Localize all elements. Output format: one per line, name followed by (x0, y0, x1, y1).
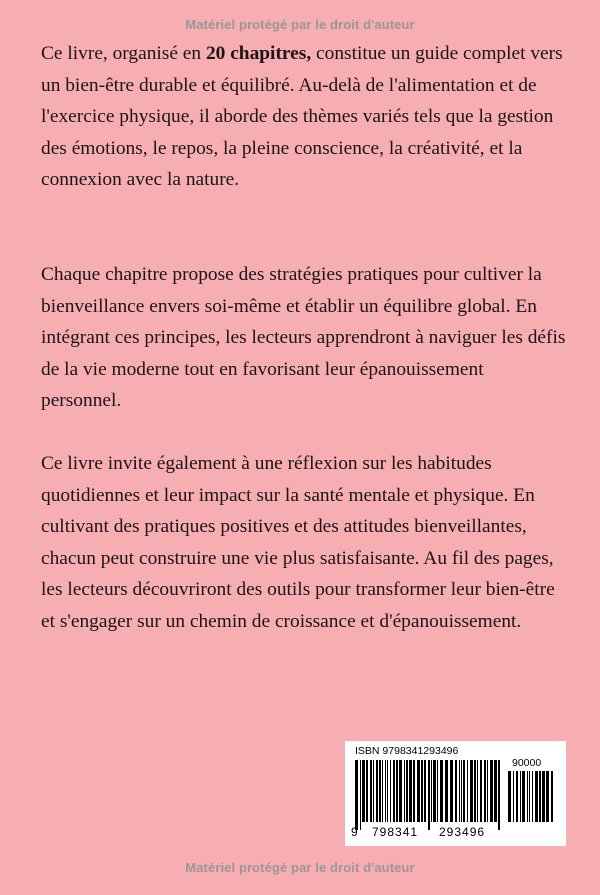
barcode-bar (542, 771, 545, 822)
barcode-bar (379, 760, 381, 822)
barcode-bar (390, 760, 391, 822)
barcode-bar (431, 760, 432, 822)
barcode-bar (382, 760, 383, 822)
barcode-digits-left: 798341 (372, 825, 419, 839)
barcode-bar (474, 760, 476, 822)
barcode-bar (487, 760, 488, 822)
chapter-count: 20 chapitres, (205, 43, 312, 64)
barcode-bar (484, 760, 486, 822)
paragraph-1-start: Ce livre, organisé en (41, 43, 206, 64)
barcode-bar (437, 760, 438, 822)
barcode-bar (522, 771, 525, 822)
barcode-bar (393, 760, 395, 822)
barcode-bar (428, 760, 430, 830)
barcode-bar (459, 760, 460, 822)
barcode-bar (463, 760, 465, 822)
barcode-bar (490, 760, 493, 822)
barcode-bar (516, 771, 518, 822)
barcode-bar (409, 760, 412, 822)
barcode-bar (396, 760, 398, 822)
barcode-bar (413, 760, 415, 822)
barcode-bar (470, 760, 473, 822)
barcode-bar (494, 760, 497, 822)
barcode-bar (421, 760, 423, 822)
barcode-bar (527, 771, 528, 822)
barcode-bar (480, 760, 482, 822)
isbn-barcode (345, 741, 566, 846)
barcode-digits-right: 293496 (439, 825, 486, 839)
paragraph-3: Ce livre invite également à une réflexion sur les habitudes quotidiennes et leur impact sur la santé mentale et physique. En cultivant des pratiques positives et des attitudes bienveillantes, chacun peut construire une vie plus satisfaisante. Au fil des pages, les lecteurs découvriront des outils pour transformer leur bien-être et s'engager sur un chemin de croissance et d'épanouissement. (41, 453, 555, 632)
barcode-bar (440, 760, 443, 822)
barcode-bar (455, 760, 457, 822)
barcode-bar (467, 760, 468, 822)
barcode-bar (406, 760, 408, 822)
paragraph-1 (41, 38, 566, 196)
barcode-bar (461, 760, 462, 822)
barcode-bar (424, 760, 426, 822)
price-code: 90000 (512, 757, 542, 769)
barcode-bar (399, 760, 402, 822)
barcode-bar (362, 760, 365, 822)
barcode-bars (355, 760, 501, 830)
barcode-bar (373, 760, 374, 822)
barcode-bar (385, 760, 386, 822)
copyright-watermark-bottom: Matériel protégé par le droit d'auteur (185, 860, 415, 875)
barcode-bar (508, 771, 511, 822)
barcode-bar (450, 760, 453, 822)
price-barcode-bars (508, 771, 556, 830)
barcode-bar (539, 771, 541, 822)
barcode-bar (513, 771, 514, 822)
barcode-digit-lead: 9 (351, 825, 358, 839)
paragraph-1-rest: constitue un guide complet vers un bien-être durable et équilibré. Au-delà de l'alimentation et de l'exercice physique, il aborde des thèmes variés tels que la gestion des émotions, le repos, la pleine conscience, la créativité, et la connexion avec la nature. (41, 43, 563, 190)
barcode-bar (445, 760, 448, 822)
copyright-watermark-top: Matériel protégé par le droit d'auteur (185, 17, 415, 32)
barcode-bar (376, 760, 378, 822)
barcode-bar (370, 760, 372, 822)
barcode-bar (532, 771, 533, 822)
barcode-bar (529, 771, 530, 822)
barcode-bar (387, 760, 388, 822)
barcode-bar (546, 771, 549, 822)
barcode-bar (366, 760, 368, 822)
barcode-bar (551, 771, 553, 822)
barcode-bar (417, 760, 420, 822)
barcode-bar (404, 760, 405, 822)
barcode-bar (498, 760, 500, 830)
isbn-label: ISBN 9798341293496 (355, 745, 459, 757)
barcode-bar (535, 771, 538, 822)
barcode-bar (477, 760, 478, 822)
barcode-bar (360, 760, 361, 830)
paragraph-2: Chaque chapitre propose des stratégies pratiques pour cultiver la bienveillance envers soi-même et établir un équilibre global. En intégrant ces principes, les lecteurs apprendront à naviguer les défis de la vie moderne tout en favorisant leur épanouissement personnel. (41, 264, 566, 411)
barcode-bar (520, 771, 521, 822)
barcode-bar (355, 760, 358, 830)
barcode-bar (433, 760, 436, 822)
